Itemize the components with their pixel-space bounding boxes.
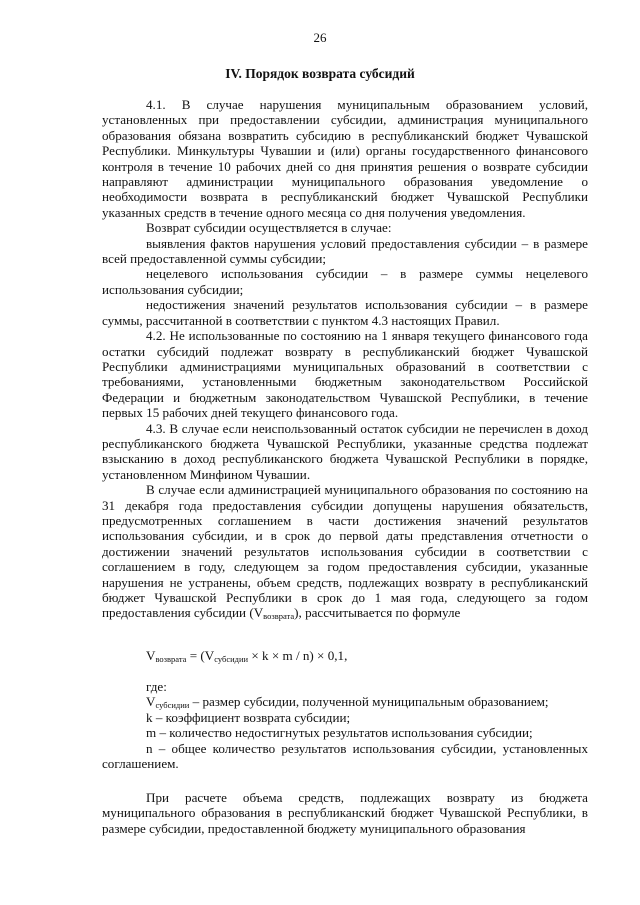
closing-paragraph: При расчете объема средств, подлежащих возврату из бюджета муниципального образования в республиканский бюджет Чувашской Республики, в размере субсидии, предоставленной бюджету муниципального образования [102,790,588,836]
return-formula [146,648,347,664]
paragraph-violations-text: В случае если администрацией муниципального образования по состоянию на 31 декабря года предоставления субсидии допущены нарушения обязательств, предусмотренных соглашением в части достижения значений результатов использования субсидии, и в срок до первой даты представления отчетности о достижении значений результатов использования субсидии в соответствии с соглашением в году, следующем за годом предоставления субсидии, указанные нарушения не устранены, объем средств, подлежащих возврату в республиканский бюджет Чувашской Республики в срок до 1 мая года, следующего за годом предоставления субсидии (V [102,482,588,621]
def-where: где: [146,679,167,694]
formula-rest: × k × m / n) × 0,1, [248,648,348,663]
def-m: m – количество недостигнутых результатов использования субсидии; [146,725,533,741]
paragraph-4-1: 4.1. В случае нарушения муниципальным образованием условий, установленных при предоставлении субсидии, администрация муниципального образования обязана возвратить субсидию в республиканский бюджет Чувашской Республики. Минкультуры Чувашии и (или) органы государственного финансового контроля в течение 10 рабочих дней со дня принятия решения о возврате субсидии направляют администрации муниципального образования уведомление о необходимости возврата в республиканский бюджет Чувашской Республики указанных средств в течение одного месяца со дня получения уведомления. [102,97,588,220]
section-title: IV. Порядок возврата субсидий [225,66,415,81]
formula-v: V [146,648,156,663]
paragraph-case-results: недостижения значений результатов использования субсидии – в размере суммы, рассчитанной в соответствии с пунктом 4.3 настоящих Правил. [102,297,588,328]
page-number: 26 [313,30,327,45]
paragraph-violations-end: ), рассчитывается по формуле [294,605,461,621]
paragraph-return-cases: Возврат субсидии осуществляется в случае: [146,220,392,236]
paragraph-violations [102,482,588,621]
formula-subsidy-sub: субсидии [214,654,249,664]
formula-v-sub: возврата [155,654,187,664]
formula-definitions [102,679,588,771]
def-k: k – коэффициент возврата субсидии; [146,709,351,725]
def-n: n – общее количество результатов использования субсидии, установленных соглашением. [102,740,588,772]
def-v-text: – размер субсидии, полученной муниципальным образованием; [189,694,549,710]
closing-text [102,790,588,836]
body-text [102,97,588,621]
def-v-sub: субсидии [155,700,190,711]
paragraph-case-misuse: нецелевого использования субсидии – в размере суммы нецелевого использования субсидии; [102,266,588,297]
paragraph-4-2: 4.2. Не использованные по состоянию на 1 января текущего финансового года остатки субсидий подлежат возврату в республиканский бюджет Чувашской Республики администрациями муниципальных образований в соответствии с требованиями, установленными бюджетным законодательством Российской Федерации и бюджетным законодательством Чувашской Республики, в течение первых 15 рабочих дней текущего финансового года. [102,328,588,421]
paragraph-case-violation: выявления фактов нарушения условий предоставления субсидии – в размере всей предоставленной суммы субсидии; [102,235,588,267]
def-v-letter: V [146,694,156,710]
paragraph-violations-sub: возврата [263,611,295,622]
paragraph-4-3: 4.3. В случае если неиспользованный остаток субсидии не перечислен в доход республиканского бюджета Чувашской Республики, указанные средства подлежат взысканию в доход республиканского бюджета Чувашской Республики в порядке, установленном Минфином Чувашии. [102,420,588,482]
formula-eq: = (V [186,648,215,663]
def-v [102,694,588,709]
